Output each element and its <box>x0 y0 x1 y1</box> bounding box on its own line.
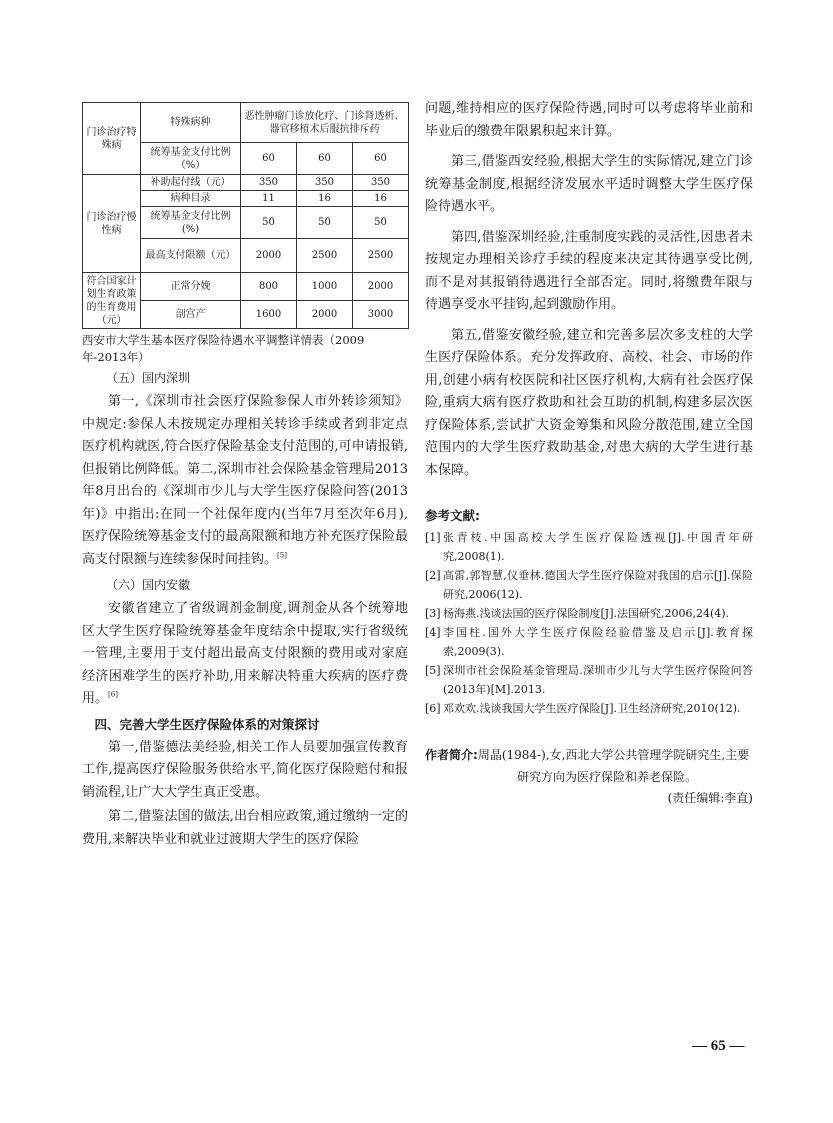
table-cell: 1000 <box>297 273 353 301</box>
table-cell: 2000 <box>241 239 297 273</box>
paragraph <box>82 598 408 711</box>
table-cell: 最高支付限额（元） <box>141 239 241 273</box>
reference-text: 深圳市社会保险基金管理局.深圳市少儿与大学生医疗保险问答(2013年)[M].2013. <box>443 664 753 696</box>
paragraph: 第三,借鉴西安经验,根据大学生的实际情况,建立门诊统筹基金制度,根据经济发展水平适时调整大学生医疗保险待遇水平。 <box>425 154 753 214</box>
table-cell: 剖宫产 <box>141 301 241 329</box>
table-cell: 60 <box>297 143 353 175</box>
reference-text: 张青枝.中国高校大学生医疗保险透视[J].中国青年研究,2008(1). <box>443 531 753 563</box>
reference-number: [6] <box>425 702 441 715</box>
table-cell: 16 <box>353 191 409 207</box>
reference-text: 邓欢欢.浅谈我国大学生医疗保险[J].卫生经济研究,2010(12). <box>443 702 741 715</box>
left-column <box>82 100 408 851</box>
table-cell: 50 <box>297 207 353 239</box>
table-cell: 50 <box>353 207 409 239</box>
table-cell: 正常分娩 <box>141 273 241 301</box>
reference-item <box>425 604 753 623</box>
paragraph-text: 安徽省建立了省级调剂金制度,调剂金从各个统筹地区大学生医疗保险统筹基金年度结余中提取,实行省级统一管理,主要用于支付超出最高支付限额的费用或对家庭经济困难学生的医疗补助,用来解决特重大疾病的医疗费用。 <box>82 601 408 706</box>
table-cell: 800 <box>241 273 297 301</box>
author-text: 周晶(1984-),女,西北大学公共管理学院研究生,主要研究方向为医疗保险和养老保险。 <box>477 748 750 784</box>
table-cell: 符合国家计划生育政策的生育费用（元） <box>83 273 141 329</box>
table-cell: 50 <box>241 207 297 239</box>
reference-item <box>425 528 753 566</box>
table-cell: 11 <box>241 191 297 207</box>
reference-text: 杨海燕.浅谈法国的医疗保险制度[J].法国研究,2006,24(4). <box>443 607 730 620</box>
reference-text: 李国柱.国外大学生医疗保险经验借鉴及启示[J].教育探索,2009(3). <box>443 626 753 658</box>
paragraph: 第四,借鉴深圳经验,注重制度实践的灵活性,因患者未按规定办理相关诊疗手续的程度来决定其待遇享受比例,而不是对其报销待遇进行全部否定。同时,将缴费年限与待遇享受水平挂钩,起到激励作用。 <box>425 229 753 312</box>
paragraph-text: 第一,《深圳市社会医疗保险参保人市外转诊须知》中规定:参保人未按规定办理相关转诊手续或者到非定点医疗机构就医,符合医疗保险基金支付范围的,可申请报销,但报销比例降低。第二,深圳市社会保险基金管理局2013年8月出台的《深圳市少儿与大学生医疗保险问答(2013年)》中指出:在同一个社保年度内(当年7月至次年6月),医疗保险统筹基金支付的最高限额和地方补充医疗保险最高支付限额与连续参保时间挂钩。 <box>82 394 408 567</box>
paragraph: 第一,借鉴德法美经验,相关工作人员要加强宣传教育工作,提高医疗保险服务供给水平,简化医疗保险赔付和报销流程,让广大大学生真正受惠。 <box>82 739 408 800</box>
paragraph: 第二,借鉴法国的做法,出台相应政策,通过缴纳一定的费用,来解决毕业和就业过渡期大学生的医疗保险 <box>82 809 408 847</box>
citation: [5] <box>277 551 287 560</box>
table-caption: 西安市大学生基本医疗保险待遇水平调整详情表（2009年-2013年） <box>82 333 365 364</box>
editor-note: (责任编辑:李直) <box>667 791 753 805</box>
author-label: 作者简介: <box>425 748 478 762</box>
reference-item <box>425 661 753 699</box>
subsection-heading: （六）国内安徽 <box>106 578 191 592</box>
paragraph: 问题,维持相应的医疗保险待遇,同时可以考虑将毕业前和毕业后的缴费年限累积起来计算。 <box>425 101 753 139</box>
table-cell: 350 <box>241 175 297 191</box>
references-list <box>425 528 753 718</box>
author-bio <box>425 744 753 788</box>
table-cell: 统筹基金支付比例(%) <box>141 207 241 239</box>
table-cell: 3000 <box>353 301 409 329</box>
table-cell: 特殊病种 <box>141 103 241 143</box>
table-cell: 1600 <box>241 301 297 329</box>
right-column <box>425 98 753 808</box>
benefit-table <box>82 102 409 329</box>
paragraph <box>82 391 408 571</box>
table-cell: 门诊治疗慢性病 <box>83 175 141 273</box>
references-title: 参考文献: <box>425 508 480 523</box>
reference-number: [3] <box>425 607 441 620</box>
reference-item <box>425 566 753 604</box>
table-cell: 16 <box>297 191 353 207</box>
table-cell: 60 <box>241 143 297 175</box>
table-cell: 门诊治疗特殊病 <box>83 103 141 175</box>
table-cell: 补助起付线（元） <box>141 175 241 191</box>
reference-item <box>425 623 753 661</box>
reference-number: [5] <box>425 664 441 677</box>
paragraph: 第五,借鉴安徽经验,建立和完善多层次多支柱的大学生医疗保险体系。充分发挥政府、高校、社会、市场的作用,创建小病有校医院和社区医疗机构,大病有社会医疗保险,重病大病有医疗救助和社会互助的机制,构建多层次医疗保险体系,尝试扩大资金筹集和风险分散范围,建立全国范围内的大学生医疗救助基金,对患大病的大学生进行基本保障。 <box>425 327 753 478</box>
reference-number: [1] <box>425 531 441 544</box>
table-cell: 2000 <box>353 273 409 301</box>
reference-number: [2] <box>425 569 441 582</box>
table-cell: 2000 <box>297 301 353 329</box>
table-cell: 统筹基金支付比例（%） <box>141 143 241 175</box>
table-cell: 病种目录 <box>141 191 241 207</box>
table-cell: 恶性肿瘤门诊放化疗、门诊肾透析、器官移植术后服抗排斥药 <box>241 103 409 143</box>
table-cell: 2500 <box>297 239 353 273</box>
reference-number: [4] <box>425 626 441 639</box>
table-cell: 350 <box>353 175 409 191</box>
citation: [6] <box>108 690 118 699</box>
table-cell: 2500 <box>353 239 409 273</box>
reference-item <box>425 699 753 718</box>
section-heading: 四、完善大学生医疗保险体系的对策探讨 <box>94 716 320 732</box>
subsection-heading: （五）国内深圳 <box>106 371 191 385</box>
table-cell: 60 <box>353 143 409 175</box>
reference-text: 高雷,郭智慧,仪垂林.德国大学生医疗保险对我国的启示[J].保险研究,2006(12). <box>443 569 753 601</box>
page-number: — 65 — <box>692 1038 745 1054</box>
table-cell: 350 <box>297 175 353 191</box>
